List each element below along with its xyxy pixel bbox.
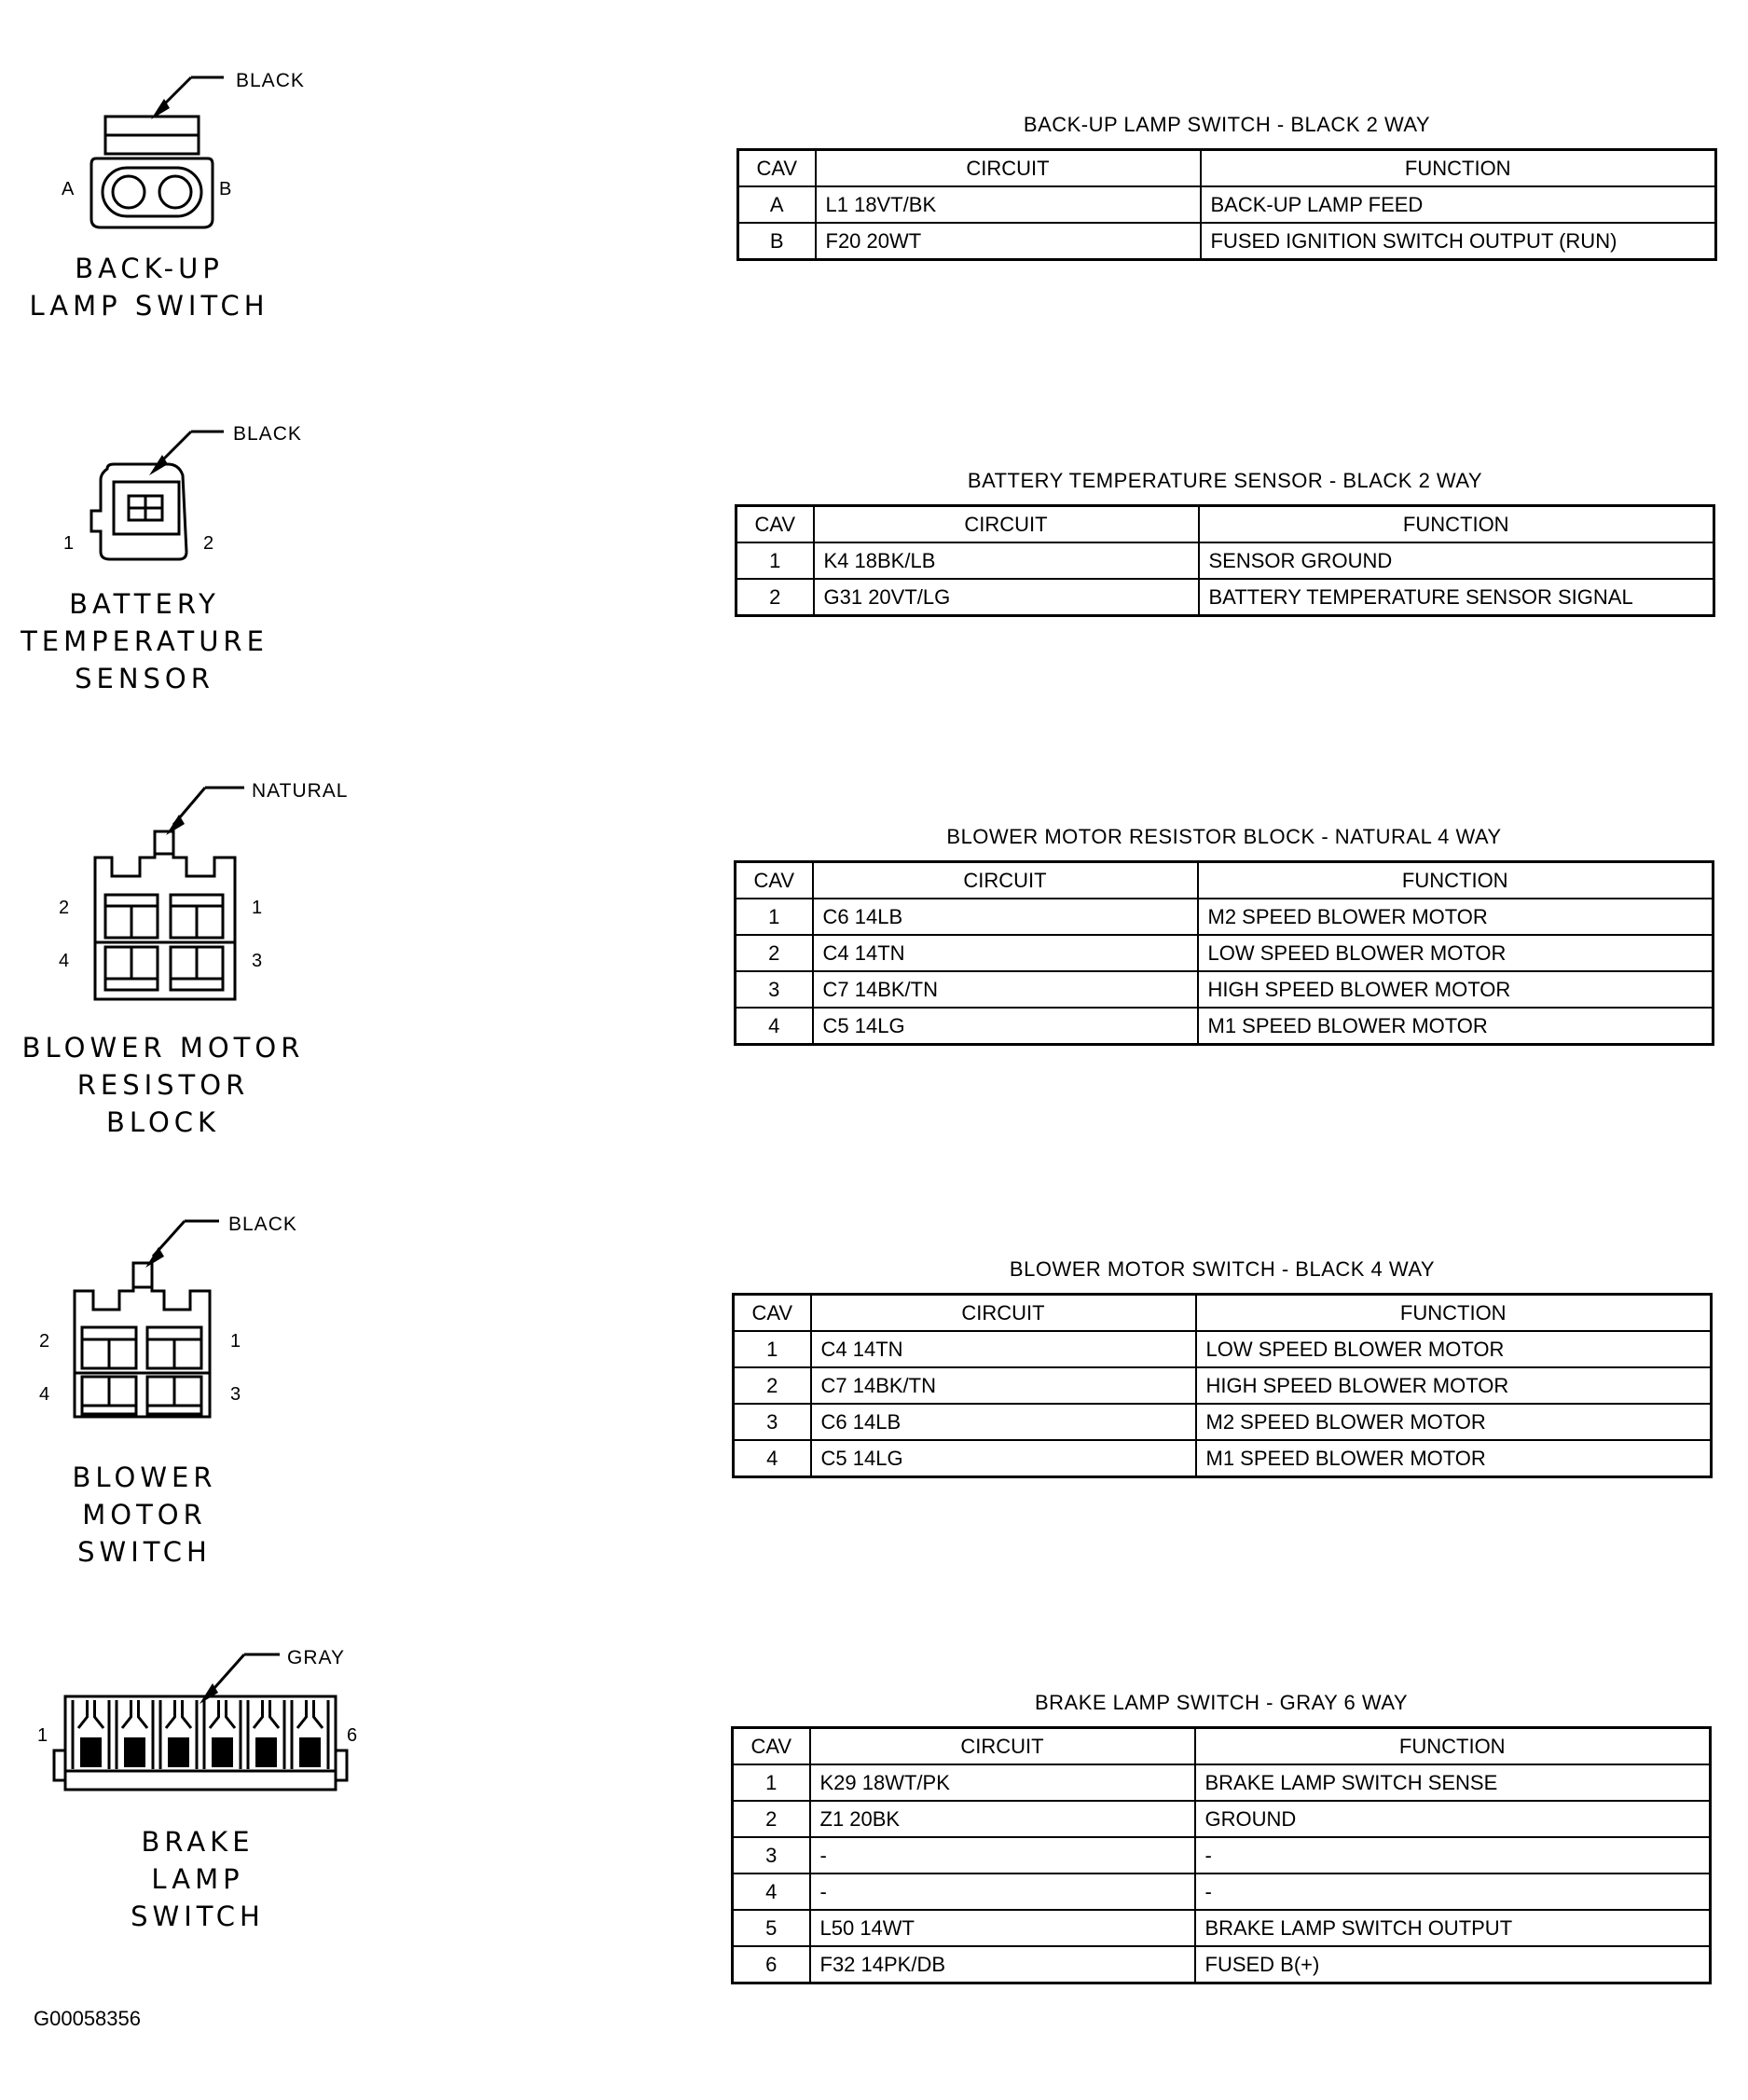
circuit-cell: -: [810, 1837, 1195, 1874]
circuit-cell: C4 14TN: [811, 1331, 1196, 1367]
table-row: [733, 1910, 1711, 1946]
blower-motor-resistor-block-pin-2-label: 2: [59, 898, 70, 918]
column-header: CAV: [736, 506, 814, 543]
blower-motor-switch-name: [0, 1459, 289, 1571]
cav-cell: 3: [736, 971, 813, 1008]
pinout-table-title: BATTERY TEMPERATURE SENSOR - BLACK 2 WAY: [967, 469, 1483, 492]
circuit-cell: -: [810, 1874, 1195, 1910]
pinout-table-title: BLOWER MOTOR RESISTOR BLOCK - NATURAL 4 WAY: [946, 825, 1502, 848]
function-cell: -: [1195, 1837, 1711, 1874]
pinout-table: [735, 504, 1715, 617]
column-header: CAV: [738, 150, 816, 187]
table-row: [736, 899, 1714, 935]
circuit-cell: L1 18VT/BK: [816, 186, 1201, 223]
pinout-table: [732, 1293, 1713, 1478]
document-id: G00058356: [34, 2007, 141, 2030]
cav-cell: 2: [736, 579, 814, 616]
table-row: [734, 1367, 1712, 1404]
column-header: FUNCTION: [1195, 1728, 1711, 1765]
column-header: FUNCTION: [1198, 862, 1714, 899]
connector-name-line: LAMP: [151, 1863, 244, 1895]
function-cell: BATTERY TEMPERATURE SENSOR SIGNAL: [1199, 579, 1714, 616]
cav-cell: B: [738, 223, 816, 260]
backup-lamp-switch-pinout: [736, 113, 1717, 261]
circuit-cell: C4 14TN: [813, 935, 1198, 971]
function-cell: BRAKE LAMP SWITCH OUTPUT: [1195, 1910, 1711, 1946]
blower-motor-switch-pin-2-label: 2: [39, 1331, 50, 1352]
connector-name-line: SWITCH: [131, 1901, 265, 1932]
circuit-cell: L50 14WT: [810, 1910, 1195, 1946]
table-row: [736, 542, 1714, 579]
connector-name-line: LAMP SWITCH: [29, 290, 269, 322]
column-header: CIRCUIT: [811, 1295, 1196, 1332]
table-row: [733, 1801, 1711, 1837]
blower-motor-switch-pinout: [732, 1257, 1713, 1478]
brake-lamp-switch-pin-6-label: 6: [347, 1725, 358, 1746]
battery-temperature-sensor-pin-1-label: 1: [63, 533, 75, 554]
column-header: FUNCTION: [1199, 506, 1714, 543]
brake-lamp-switch-pinout: [731, 1691, 1712, 1984]
circuit-cell: Z1 20BK: [810, 1801, 1195, 1837]
connector-name-line: BACK-UP: [75, 253, 224, 284]
battery-temperature-sensor-name: [5, 585, 284, 697]
pinout-table-title: BLOWER MOTOR SWITCH - BLACK 4 WAY: [1009, 1257, 1436, 1281]
table-header-row: [736, 862, 1714, 899]
function-cell: HIGH SPEED BLOWER MOTOR: [1198, 971, 1714, 1008]
table-row: [736, 1008, 1714, 1045]
connector-name-line: SENSOR: [75, 663, 214, 694]
battery-temperature-sensor-color-label: BLACK: [233, 423, 302, 445]
function-cell: BACK-UP LAMP FEED: [1201, 186, 1716, 223]
blower-motor-resistor-block-connector-drawing: [0, 755, 373, 1035]
table-header-row: [733, 1728, 1711, 1765]
table-row: [734, 1331, 1712, 1367]
function-cell: M2 SPEED BLOWER MOTOR: [1196, 1404, 1712, 1440]
connector-name-line: BLOWER MOTOR: [21, 1032, 305, 1064]
connector-name-line: TEMPERATURE: [21, 625, 268, 657]
column-header: CIRCUIT: [813, 862, 1198, 899]
backup-lamp-switch-pin-a-label: A: [62, 179, 75, 199]
circuit-cell: F32 14PK/DB: [810, 1946, 1195, 1983]
function-cell: -: [1195, 1874, 1711, 1910]
blower-motor-switch-pin-4-label: 4: [39, 1384, 50, 1405]
function-cell: FUSED B(+): [1195, 1946, 1711, 1983]
cav-cell: 2: [734, 1367, 811, 1404]
table-header-row: [734, 1295, 1712, 1332]
backup-lamp-switch-color-label: BLACK: [236, 70, 305, 91]
blower-motor-resistor-block-pin-4-label: 4: [59, 951, 70, 971]
function-cell: M2 SPEED BLOWER MOTOR: [1198, 899, 1714, 935]
table-row: [733, 1874, 1711, 1910]
circuit-cell: C5 14LG: [813, 1008, 1198, 1045]
table-row: [738, 186, 1716, 223]
column-header: CIRCUIT: [816, 150, 1201, 187]
blower-motor-switch-connector-drawing: [0, 1193, 373, 1473]
cav-cell: 1: [733, 1764, 810, 1801]
column-header: CIRCUIT: [814, 506, 1199, 543]
function-cell: M1 SPEED BLOWER MOTOR: [1198, 1008, 1714, 1045]
blower-motor-switch-pin-3-label: 3: [230, 1384, 241, 1405]
cav-cell: 5: [733, 1910, 810, 1946]
brake-lamp-switch-connector-drawing: [0, 1631, 392, 1818]
cav-cell: 4: [733, 1874, 810, 1910]
function-cell: HIGH SPEED BLOWER MOTOR: [1196, 1367, 1712, 1404]
brake-lamp-switch-color-label: GRAY: [287, 1647, 345, 1668]
table-row: [738, 223, 1716, 260]
battery-temperature-sensor-pinout: [735, 469, 1715, 617]
table-row: [734, 1404, 1712, 1440]
battery-temperature-sensor-pin-2-label: 2: [203, 533, 214, 554]
table-row: [734, 1440, 1712, 1477]
function-cell: LOW SPEED BLOWER MOTOR: [1196, 1331, 1712, 1367]
connector-name-line: SWITCH: [77, 1536, 212, 1568]
circuit-cell: G31 20VT/LG: [814, 579, 1199, 616]
backup-lamp-switch-pin-b-label: B: [219, 179, 232, 199]
function-cell: LOW SPEED BLOWER MOTOR: [1198, 935, 1714, 971]
pinout-table-title: BACK-UP LAMP SWITCH - BLACK 2 WAY: [1023, 113, 1431, 136]
circuit-cell: C6 14LB: [811, 1404, 1196, 1440]
cav-cell: 4: [736, 1008, 813, 1045]
cav-cell: 1: [736, 542, 814, 579]
cav-cell: 1: [734, 1331, 811, 1367]
blower-motor-switch-color-label: BLACK: [228, 1214, 297, 1235]
brake-lamp-switch-name: [58, 1823, 337, 1935]
brake-lamp-switch-terminal: [292, 1700, 328, 1769]
table-row: [736, 971, 1714, 1008]
column-header: CIRCUIT: [810, 1728, 1195, 1765]
backup-lamp-switch-connector-drawing: [0, 0, 373, 280]
blower-motor-resistor-block-pin-1-label: 1: [252, 898, 263, 918]
function-cell: M1 SPEED BLOWER MOTOR: [1196, 1440, 1712, 1477]
circuit-cell: K29 18WT/PK: [810, 1764, 1195, 1801]
blower-motor-resistor-block-color-label: NATURAL: [252, 780, 349, 802]
brake-lamp-switch-pin-1-label: 1: [37, 1725, 48, 1746]
circuit-cell: F20 20WT: [816, 223, 1201, 260]
brake-lamp-switch-terminal: [160, 1700, 197, 1769]
table-row: [736, 935, 1714, 971]
column-header: CAV: [736, 862, 813, 899]
connector-name-line: BATTERY: [69, 588, 220, 620]
function-cell: FUSED IGNITION SWITCH OUTPUT (RUN): [1201, 223, 1716, 260]
table-row: [733, 1946, 1711, 1983]
connector-name-line: BRAKE: [141, 1826, 255, 1858]
circuit-cell: K4 18BK/LB: [814, 542, 1199, 579]
column-header: FUNCTION: [1201, 150, 1716, 187]
cav-cell: 4: [734, 1440, 811, 1477]
cav-cell: 1: [736, 899, 813, 935]
pinout-table-title: BRAKE LAMP SWITCH - GRAY 6 WAY: [1034, 1691, 1409, 1714]
table-header-row: [736, 506, 1714, 543]
blower-motor-resistor-block-pinout: [734, 825, 1714, 1046]
blower-motor-switch-pin-1-label: 1: [230, 1331, 241, 1352]
connector-name-line: MOTOR: [82, 1499, 207, 1530]
function-cell: SENSOR GROUND: [1199, 542, 1714, 579]
pinout-table: [736, 148, 1717, 261]
brake-lamp-switch-terminal: [73, 1700, 109, 1769]
backup-lamp-switch-name: [9, 250, 289, 324]
cav-cell: A: [738, 186, 816, 223]
column-header: FUNCTION: [1196, 1295, 1712, 1332]
circuit-cell: C7 14BK/TN: [813, 971, 1198, 1008]
table-row: [733, 1837, 1711, 1874]
pinout-table: [731, 1726, 1712, 1984]
cav-cell: 3: [733, 1837, 810, 1874]
circuit-cell: C7 14BK/TN: [811, 1367, 1196, 1404]
column-header: CAV: [733, 1728, 810, 1765]
cav-cell: 2: [733, 1801, 810, 1837]
circuit-cell: C5 14LG: [811, 1440, 1196, 1477]
connector-name-line: RESISTOR BLOCK: [76, 1069, 250, 1138]
cav-cell: 2: [736, 935, 813, 971]
blower-motor-resistor-block-name: [19, 1029, 308, 1141]
cav-cell: 6: [733, 1946, 810, 1983]
brake-lamp-switch-terminal: [204, 1700, 241, 1769]
blower-motor-resistor-block-pin-3-label: 3: [252, 951, 263, 971]
table-row: [733, 1764, 1711, 1801]
pinout-table: [734, 860, 1714, 1046]
brake-lamp-switch-terminal: [248, 1700, 284, 1769]
table-header-row: [738, 150, 1716, 187]
circuit-cell: C6 14LB: [813, 899, 1198, 935]
brake-lamp-switch-terminal-row: [73, 1700, 328, 1769]
brake-lamp-switch-terminal: [117, 1700, 153, 1769]
cav-cell: 3: [734, 1404, 811, 1440]
function-cell: BRAKE LAMP SWITCH SENSE: [1195, 1764, 1711, 1801]
connector-name-line: BLOWER: [72, 1462, 217, 1493]
table-row: [736, 579, 1714, 616]
function-cell: GROUND: [1195, 1801, 1711, 1837]
column-header: CAV: [734, 1295, 811, 1332]
